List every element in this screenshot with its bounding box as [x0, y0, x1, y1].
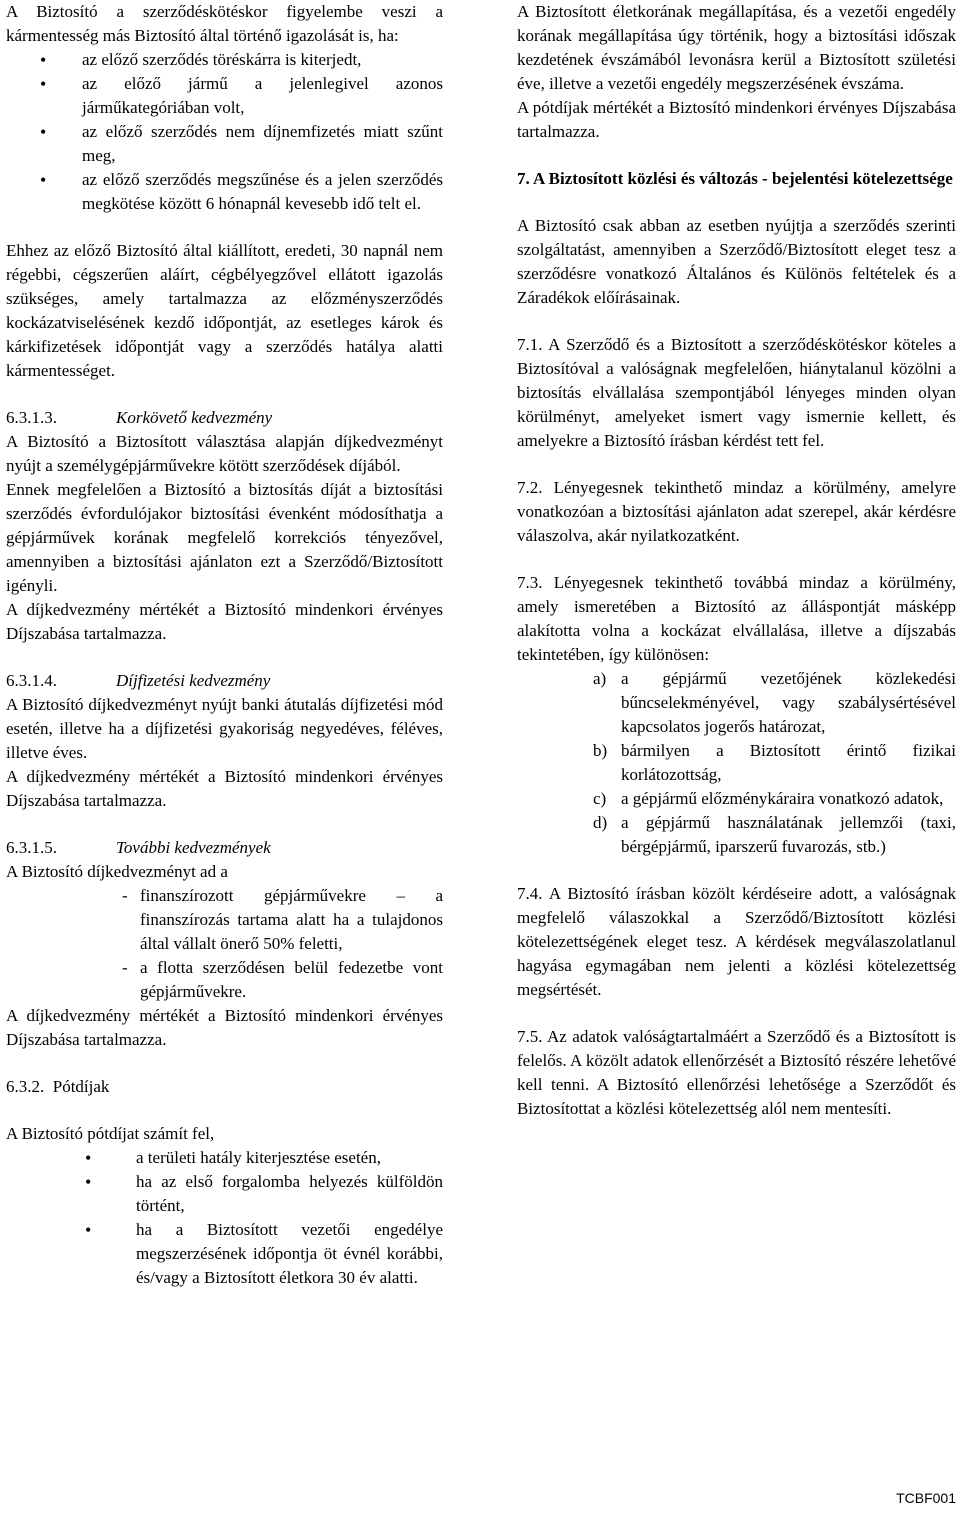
list-item: c) a gépjármű előzménykáraira vonatkozó adatok, [593, 789, 944, 808]
paragraph: A Biztosító díjkedvezményt ad a [6, 862, 228, 881]
paragraph-7-3: 7.3. Lényegesnek tekinthető továbbá mindaz a körülmény, amely ismeretében a Biztosító az álláspontját másképp alakította volna a kockázat elvállalása, illetve a díjszabás tekintetében, így különösen: [517, 573, 956, 664]
paragraph-7-1: 7.1. A Szerződő és a Biztosított a szerződéskötéskor köteles a Biztosítóval a valóságnak megfelelően, hiánytalanul közölni a biztosítás elvállalása szempontjából lényeges minden olyan körülményt, amelyeket ismert vagy ismernie kellett, és amelyekre a Biztosító írásban kérdést tett fel. [517, 335, 956, 450]
intro-paragraph: A Biztosító a szerződéskötéskor figyelembe veszi a kármentesség más Biztosító által történő igazolását is, ha: [6, 2, 443, 45]
left-column [6, 0, 443, 1290]
surcharge-list [6, 1146, 443, 1290]
paragraph: A Biztosító díjkedvezményt nyújt banki átutalás díjfizetési mód esetén, illetve ha a díjfizetési gyakoriság negyedéves, féléves, illetve éves. [6, 695, 443, 762]
discount-list [6, 884, 443, 1004]
circumstances-list [517, 667, 956, 859]
certificate-paragraph: Ehhez az előző Biztosító által kiállított, eredeti, 30 napnál nem régebbi, cégszerűen aláírt, cégbélyegzővel ellátott igazolás szükséges, amely tartalmazza az előzményszerződés kockázatviselésének kezdő időpontját, az esetleges károk és kárkifizetések időpontját vagy a szerződés hatálya alatti kármentességet. [6, 241, 443, 380]
list-item: • ha az első forgalomba helyezés külföldön történt, [6, 1170, 443, 1218]
right-column [517, 0, 956, 1121]
section-heading-6-3-1-3: 6.3.1.3. Korkövető kedvezmény [6, 408, 273, 427]
section-heading-7: 7. A Biztosított közlési és változás - bejelentési kötelezettsége [517, 169, 953, 188]
list-item: • az előző szerződés megszűnése és a jelen szerződés megkötése között 6 hónapnál kevesebb idő telt el. [6, 168, 443, 216]
paragraph: Ennek megfelelően a Biztosító a biztosítás díját a biztosítási szerződés évfordulójakor biztosítási évenként módosíthatja a gépjárművek korának megfelelő korrekciós tényezővel, amennyiben a biztosítási ajánlaton ezt a Szerződő/Biztosított igényli. [6, 480, 443, 595]
conditions-list [6, 48, 443, 216]
list-item: • az előző jármű a jelenlegivel azonos járműkategóriában volt, [6, 72, 443, 120]
list-item: - finanszírozott gépjárművekre – a finanszírozás tartama alatt ha a tulajdonos által vállalt önerő 50% feletti, [122, 886, 443, 953]
paragraph: A díjkedvezmény mértékét a Biztosító mindenkori érvényes Díjszabása tartalmazza. [6, 1006, 443, 1049]
document-code: TCBF001 [896, 1490, 956, 1506]
paragraph: A Biztosító csak abban az esetben nyújtja a szerződés szerinti szolgáltatást, amennyiben a Szerződő/Biztosított eleget tesz a szerződésre vonatkozó Általános és Különös feltételek és a Záradékok előírásainak. [517, 216, 956, 307]
paragraph: A Biztosító a Biztosított választása alapján díjkedvezményt nyújt a személygépjárművekre kötött szerződések díjából. [6, 432, 443, 475]
list-item: • az előző szerződés töréskárra is kiterjedt, [6, 48, 443, 72]
list-item: a) a gépjármű vezetőjének közlekedési bűncselekményével, vagy szabálysértésével kapcsolatos jogerős határozat, [593, 669, 956, 736]
paragraph-7-2: 7.2. Lényegesnek tekinthető mindaz a körülmény, amelyre vonatkozóan a biztosítási ajánlaton adat szerepel, akár kérdésre válaszolva, akár nyilatkozatként. [517, 478, 956, 545]
list-item: • az előző szerződés nem díjnemfizetés miatt szűnt meg, [6, 120, 443, 168]
list-item: • a területi hatály kiterjesztése esetén, [6, 1146, 443, 1170]
paragraph: A pótdíjak mértékét a Biztosító mindenkori érvényes Díjszabása tartalmazza. [517, 98, 956, 141]
paragraph: A díjkedvezmény mértékét a Biztosító mindenkori érvényes Díjszabása tartalmazza. [6, 767, 443, 810]
section-heading-6-3-2: 6.3.2. Pótdíjak [6, 1077, 110, 1096]
list-item: - a flotta szerződésen belül fedezetbe vont gépjárművekre. [122, 958, 443, 1001]
paragraph: A Biztosító pótdíjat számít fel, [6, 1124, 215, 1143]
list-item: • ha a Biztosított vezetői engedélye megszerzésének időpontja öt évnél korábbi, és/vagy a Biztosított életkora 30 év alatti. [6, 1218, 443, 1290]
list-item: d) a gépjármű használatának jellemzői (taxi, bérgépjármű, iparszerű fuvarozás, stb.) [593, 813, 956, 856]
paragraph: A Biztosított életkorának megállapítása, és a vezetői engedély korának megállapítása úgy történik, hogy a biztosítási időszak kezdetének évszámából levonásra kerül a Biztosított születési éve, illetve a vezetői engedély megszerzésének évszáma. [517, 2, 956, 93]
list-item: b) bármilyen a Biztosított érintő fizikai korlátozottság, [593, 741, 956, 784]
section-heading-6-3-1-4: 6.3.1.4. Díjfizetési kedvezmény [6, 671, 271, 690]
paragraph: A díjkedvezmény mértékét a Biztosító mindenkori érvényes Díjszabása tartalmazza. [6, 600, 443, 643]
paragraph-7-5: 7.5. Az adatok valóságtartalmáért a Szerződő és a Biztosított is felelős. A közölt adatok ellenőrzését a Biztosító részére lehetővé kell tenni. A Biztosító ellenőrzési lehetősége a Szerződőt és Biztosítottat a közlési kötelezettség alól nem mentesíti. [517, 1027, 956, 1118]
paragraph-7-4: 7.4. A Biztosító írásban közölt kérdéseire adott, a valóságnak megfelelő válaszokkal a Szerződő/Biztosított közlési kötelezettségének eleget tesz. A kérdések megválaszolatlanul hagyása egymagában nem jelenti a közlési kötelezettség megsértését. [517, 884, 956, 999]
section-heading-6-3-1-5: 6.3.1.5. További kedvezmények [6, 838, 271, 857]
